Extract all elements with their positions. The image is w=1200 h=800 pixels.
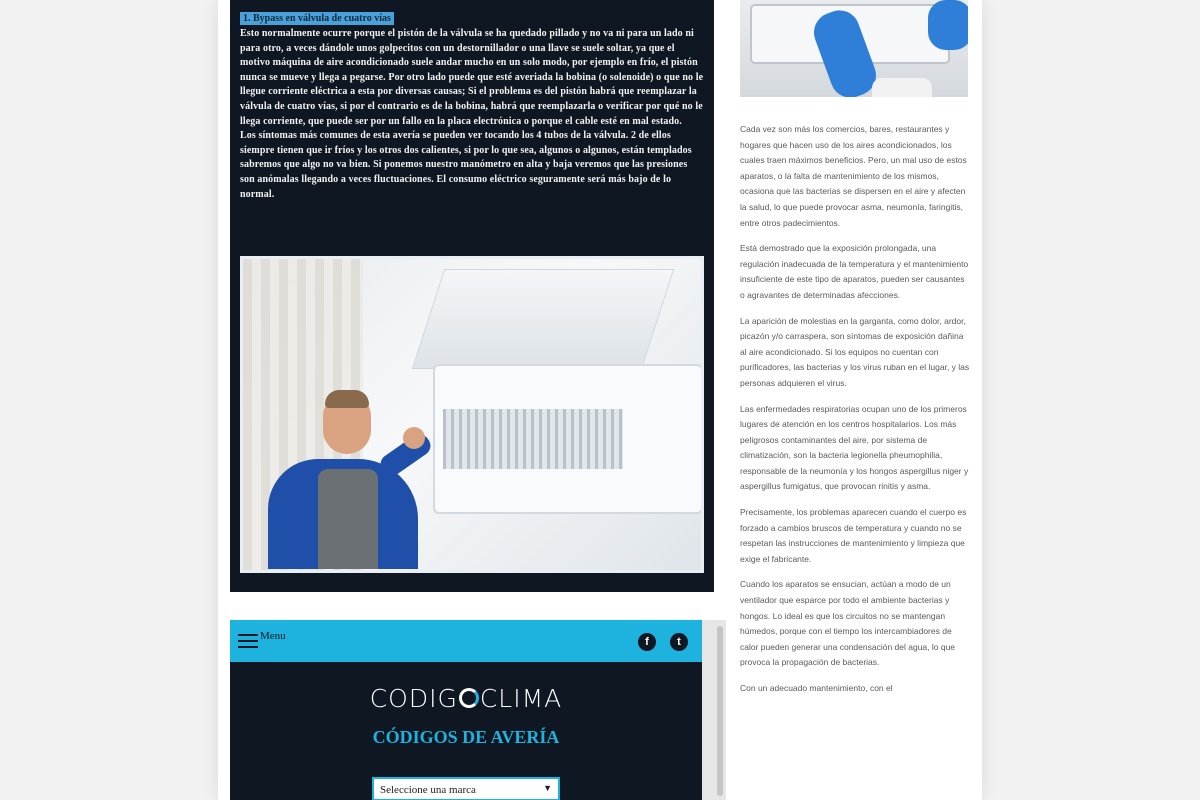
twitter-icon[interactable]: t bbox=[670, 633, 688, 651]
article-card bbox=[230, 0, 714, 592]
brand-select-placeholder: Seleccione una marca bbox=[380, 784, 476, 796]
widget-subtitle: CÓDIGOS DE AVERÍA bbox=[372, 727, 560, 747]
white-sleeve bbox=[872, 78, 932, 97]
aside-paragraph: Cuando los aparatos se ensucian, actúan a modo de un ventilador que esparce por todo el ambiente bacterias y hongos. Lo ideal es que los circuitos no se mantengan húmedos, porque con el tiempo los intercambiadores de calor pueden generar una condensación del agua, lo que provoca la propagación de bacterias. bbox=[740, 579, 956, 668]
article-paragraph-1: Esto normalmente ocurre porque el pistón de la válvula se ha quedado pillado y no va ni para un lado ni para otro, a veces dándole unos golpecitos con un destornillador o una llave se suele soltar, ya que el motivo máquina de aire acondicionado suele andar mucho en un solo modo, por ejemplo en frío, el pistón nunca se mueve y llega a pegarse. Por otro lado puede que esté averiada la bobina (o solenoide) o que no le llegue corriente eléctrica a esta por diversas causas; Si el problema es del pistón habrá que reemplazar la válvula de cuatro vías, si por el contrario es de la bobina, habrá que reemplazarla o verificar por qué no le llega corriente, que puede ser por un fallo en la placa electrónica o porque el cable esté en mal estado. bbox=[240, 28, 704, 127]
aside-paragraph: La aparición de molestias en la garganta, como dolor, ardor, picazón y/o carraspera, son síntomas de exposición dañina al aire acondicionado. Si los equipos no cuentan con purificadores, las bacterias y los virus ruban en el lugar, y las personas adquieren el virus. bbox=[740, 315, 970, 388]
social-links bbox=[638, 633, 688, 651]
hamburger-menu-icon[interactable] bbox=[238, 634, 258, 648]
logo-o-icon bbox=[459, 688, 479, 708]
aside-paragraph: Precisamente, los problemas aparecen cuando el cuerpo es forzado a cambios bruscos de temperatura y cuando no se respetan las instrucciones de mantenimiento y limpieza que exige el fabricante. bbox=[740, 507, 967, 564]
ac-filter bbox=[443, 409, 623, 469]
article-subheading: 1. Bypass en válvula de cuatro vías bbox=[240, 12, 394, 25]
page-content bbox=[218, 0, 982, 800]
aside-paragraph: Las enfermedades respiratorias ocupan uno de los primeros lugares de atención en los centros hospitalarios. Los más peligrosos contaminantes del aire, por sistema de climatización, son la bacteria legionella pheumophilia, responsable de la neumonía y los hongos aspergillus niger y aspergillus fumigatus, que provocan rinitis y asma. bbox=[740, 403, 969, 492]
blue-glove-right bbox=[928, 0, 968, 50]
facebook-icon[interactable]: f bbox=[638, 633, 656, 651]
aside-paragraph: Con un adecuado mantenimiento, con el bbox=[740, 683, 893, 693]
worker-hair bbox=[325, 390, 369, 408]
worker-hand bbox=[403, 427, 425, 449]
dropdown-caret-icon: ▼ bbox=[543, 783, 552, 793]
aside-paragraph: Está demostrado que la exposición prolongada, una regulación inadecuada de la temperatura y el mantenimiento insuficiente de este tipo de aparatos, pueden ser causantes o agravantes de determinadas afecciones. bbox=[740, 243, 969, 300]
aside-paragraph: Cada vez son más los comercios, bares, restaurantes y hogares que hacen uso de los aires acondicionados, los cuales traen máximos beneficios. Pero, un mal uso de estos aparatos, o la falta de mantenimiento de los mismos, ocasiona que las bacterias se dispersen en el aire y afecten la salud, lo que puede provocar asma, neumonía, faringitis, entre otros padecimientos. bbox=[740, 124, 967, 228]
widget-top-bar bbox=[230, 620, 702, 662]
brand-select[interactable] bbox=[372, 777, 560, 800]
codigo-clima-widget bbox=[230, 620, 714, 800]
logo-text-right: CLIMA bbox=[479, 684, 563, 713]
logo-text-left: CODIG bbox=[369, 684, 458, 713]
codigo-clima-logo[interactable] bbox=[230, 684, 702, 713]
worker-vest bbox=[318, 469, 378, 569]
widget-scrollbar[interactable] bbox=[714, 620, 726, 800]
ac-open-flap bbox=[412, 269, 674, 369]
widget-scrollbar-thumb[interactable] bbox=[717, 626, 723, 796]
technician-repairing-ac-photo bbox=[240, 256, 704, 573]
aside-article-text bbox=[740, 122, 970, 707]
menu-label[interactable]: Menu bbox=[260, 630, 286, 642]
gloved-hands-cleaning-ac-photo bbox=[740, 0, 968, 97]
article-paragraph-2: Los síntomas más comunes de esta avería se pueden ver tocando los 4 tubos de la válvula. 2 de ellos siempre tienen que ir fríos y los otros dos calientes, si por lo que sea, algunos o algunos, están templados sabremos que algo no va bien. Si ponemos nuestro manómetro en alta y baja veremos que las presiones son anómalas llegando a veces fluctuaciones. El consumo eléctrico seguramente será más bajo de lo normal. bbox=[240, 130, 692, 200]
